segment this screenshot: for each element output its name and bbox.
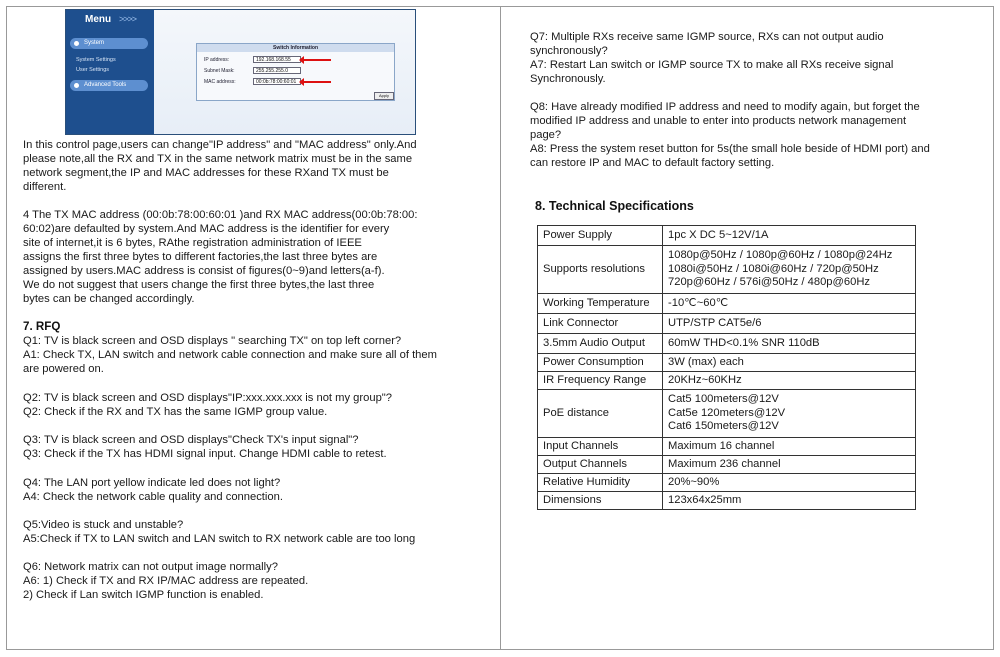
menu-title: Menu <box>85 14 112 25</box>
menu-arrows-icon: >>>> <box>119 14 137 24</box>
spec-key: Power Consumption <box>538 354 663 372</box>
sidebar-system-settings: System Settings <box>76 57 116 63</box>
screenshot-sidebar <box>66 10 154 134</box>
spec-table <box>537 225 916 510</box>
spec-row <box>538 334 916 354</box>
spec-row <box>538 372 916 390</box>
faq-q2: Q2: TV is black screen and OSD displays"IP:xxx.xxx.xxx is not my group"? Q2: Check if the RX and TX has the same IGMP group value. <box>23 392 392 418</box>
spec-value-line: -10℃~60℃ <box>668 296 729 309</box>
ip-label: IP address: <box>204 57 230 63</box>
spec-value-line: Cat5e 120meters@12V <box>668 406 786 419</box>
spec-value-line: 1pc X DC 5~12V/1A <box>668 228 769 241</box>
switch-info-panel <box>196 43 395 101</box>
spec-row <box>538 314 916 334</box>
spec-key: PoE distance <box>538 390 663 438</box>
spec-value-line: 123x64x25mm <box>668 493 742 506</box>
spec-row <box>538 438 916 456</box>
spec-row <box>538 474 916 492</box>
spec-row <box>538 226 916 246</box>
mac-note-paragraph: 4 The TX MAC address (00:0b:78:00:60:01 )and RX MAC address(00:0b:78:00: 60:02)are defaulted by system.And MAC address is the identifier for every site of internet,it is 6 bytes, RAthe registration administration of IEEE assigns the first three bytes to different factories,the last three bytes are assigned by users.MAC address is consist of figures(0~9)and letters(a-f). We do not suggest that users change the first three bytes,the last three bytes can be changed accordingly. <box>23 209 418 305</box>
rfq-heading: 7. RFQ <box>23 320 61 333</box>
spec-value-line: UTP/STP CAT5e/6 <box>668 316 762 329</box>
sidebar-label: Advanced Tools <box>84 82 127 88</box>
spec-key: Working Temperature <box>538 294 663 314</box>
red-arrow-icon <box>303 81 331 83</box>
spec-value <box>663 492 916 510</box>
spec-value-line: 720p@60Hz / 576i@50Hz / 480p@60Hz <box>668 276 870 289</box>
faq-q3: Q3: TV is black screen and OSD displays"Check TX's input signal"? Q3: Check if the TX has HDMI signal input. Change HDMI cable to retest. <box>23 434 387 460</box>
spec-key: Power Supply <box>538 226 663 246</box>
spec-value-line: Cat6 150meters@12V <box>668 420 779 433</box>
spec-value <box>663 456 916 474</box>
spec-row <box>538 492 916 510</box>
bullet-icon <box>74 41 79 46</box>
spec-value <box>663 474 916 492</box>
spec-value <box>663 246 916 294</box>
spec-value <box>663 226 916 246</box>
ip-field: 192.168.168.55 <box>253 56 301 63</box>
apply-button: Apply <box>374 92 394 100</box>
spec-key: Output Channels <box>538 456 663 474</box>
subnet-field: 255.255.255.0 <box>253 67 301 74</box>
spec-key: Input Channels <box>538 438 663 456</box>
faq-q1: Q1: TV is black screen and OSD displays " searching TX" on top left corner? A1: Check TX, LAN switch and network cable connection and make sure all of them are powered on. <box>23 335 437 375</box>
spec-value-line: 1080p@50Hz / 1080p@60Hz / 1080p@24Hz <box>668 249 893 262</box>
sidebar-advanced-tools-button <box>70 80 148 91</box>
spec-value-line: Maximum 236 channel <box>668 457 781 470</box>
screenshot-menu-header <box>66 10 154 30</box>
faq-q5: Q5:Video is stuck and unstable? A5:Check if TX to LAN switch and LAN switch to RX network cable are too long <box>23 519 416 545</box>
faq-q8: Q8: Have already modified IP address and need to modify again, but forget the modified IP address and unable to enter into products network management page? A8: Press the system reset button for 5s(the small hole beside of HDMI port) and can restore IP and MAC to default factory setting. <box>530 101 930 169</box>
spec-key: Relative Humidity <box>538 474 663 492</box>
mac-label: MAC address: <box>204 79 236 85</box>
spec-value <box>663 390 916 438</box>
spec-heading: 8. Technical Specifications <box>535 199 694 213</box>
faq-q6: Q6: Network matrix can not output image normally? A6: 1) Check if TX and RX IP/MAC address are repeated. 2) Check if Lan switch IGMP function is enabled. <box>23 561 309 601</box>
sidebar-system-button <box>70 38 148 49</box>
intro-paragraph: In this control page,users can change"IP address" and "MAC address" only.And please note,all the RX and TX in the same network matrix must be in the same network segment,the IP and MAC addresses for these RXand TX must be different. <box>23 139 417 193</box>
spec-value <box>663 294 916 314</box>
spec-value <box>663 354 916 372</box>
spec-value <box>663 438 916 456</box>
subnet-label: Subnet Mask: <box>204 68 235 74</box>
spec-row <box>538 354 916 372</box>
spec-value-line: 3W (max) each <box>668 355 744 368</box>
spec-key: IR Frequency Range <box>538 372 663 390</box>
sidebar-user-settings: User Settings <box>76 67 110 73</box>
spec-row <box>538 456 916 474</box>
spec-value-line: 20%~90% <box>668 475 720 488</box>
spec-value <box>663 372 916 390</box>
spec-value-line: 60mW THD<0.1% SNR 110dB <box>668 336 820 349</box>
spec-value-line: 20KHz~60KHz <box>668 373 742 386</box>
sidebar-label: System <box>84 40 105 46</box>
faq-q7: Q7: Multiple RXs receive same IGMP source, RXs can not output audio synchronously? A7: Restart Lan switch or IGMP source TX to make all RXs receive signal Synchronously. <box>530 31 894 85</box>
spec-row <box>538 246 916 294</box>
spec-value-line: Maximum 16 channel <box>668 439 775 452</box>
spec-key: Dimensions <box>538 492 663 510</box>
spec-key: Supports resolutions <box>538 246 663 294</box>
switch-info-title: Switch Information <box>197 44 394 52</box>
spec-value <box>663 314 916 334</box>
control-page-screenshot <box>65 9 416 135</box>
bullet-icon <box>74 83 79 88</box>
spec-value-line: 1080i@50Hz / 1080i@60Hz / 720p@50Hz <box>668 262 879 275</box>
spec-value <box>663 334 916 354</box>
spec-key: Link Connector <box>538 314 663 334</box>
faq-q4: Q4: The LAN port yellow indicate led does not light? A4: Check the network cable quality and connection. <box>23 477 283 503</box>
spec-row <box>538 294 916 314</box>
mac-field: 00:0b:78:00:60:01 <box>253 78 301 85</box>
spec-row <box>538 390 916 438</box>
spec-value-line: Cat5 100meters@12V <box>668 393 779 406</box>
red-arrow-icon <box>303 59 331 61</box>
spec-key: 3.5mm Audio Output <box>538 334 663 354</box>
